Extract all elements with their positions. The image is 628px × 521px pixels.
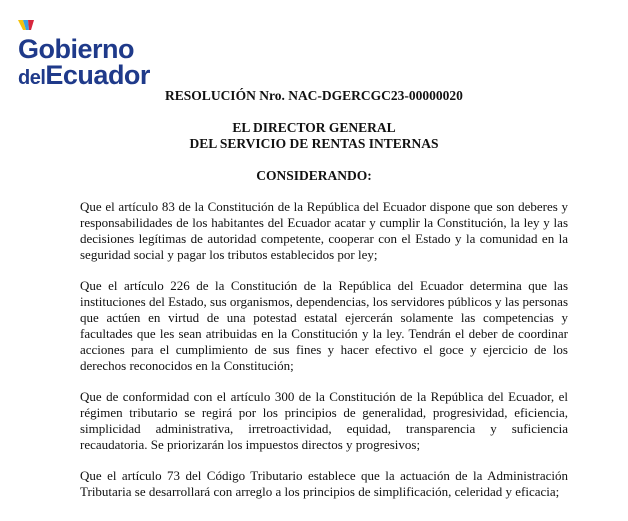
authority-line-2: DEL SERVICIO DE RENTAS INTERNAS <box>189 136 439 151</box>
logo-text-del: del <box>18 67 46 89</box>
authority-line-1: EL DIRECTOR GENERAL <box>232 120 396 135</box>
considering-heading: CONSIDERANDO: <box>256 168 372 183</box>
paragraph-art-83: Que el artículo 83 de la Constitución de la República del Ecuador dispone que son deberes y responsabilidades de los habitantes del Ecuador acatar y cumplir la Constitución, la ley y las decisiones legítimas de autoridad competente, cooperar con el Estado y la comunidad en la seguridad social y pagar los tributos establecidos por ley; <box>80 199 568 262</box>
document-body <box>80 199 568 515</box>
logo-text-gobierno: Gobierno <box>18 34 134 64</box>
paragraph-art-73: Que el artículo 73 del Código Tributario establece que la actuación de la Administración Tributaria se desarrollará con arreglo a los principios de simplificación, celeridad y eficacia; <box>80 468 568 499</box>
logo-text-del-ecuador <box>18 60 150 91</box>
gobierno-logo <box>14 18 154 90</box>
paragraph-art-300: Que de conformidad con el artículo 300 de la Constitución de la República del Ecuador, el régimen tributario se regirá por los principios de generalidad, progresividad, eficiencia, simplicidad administrativa, irretroactividad, equidad, transparencia y suficiencia recaudatoria. Se priorizarán los impuestos directos y progresivos; <box>80 389 568 452</box>
paragraph-art-226: Que el artículo 226 de la Constitución de la República del Ecuador determina que las instituciones del Estado, sus organismos, dependencias, los servidores públicos y las personas que actúen en virtud de una potestad estatal ejercerán solamente las competencias y facultades que les sean atribuidas en la Constitución y la ley. Tendrán el deber de coordinar acciones para el cumplimiento de sus fines y hacer efectivo el goce y ejercicio de los derechos reconocidos en la Constitución; <box>80 278 568 373</box>
logo-text-ecuador: Ecuador <box>45 60 150 90</box>
resolution-title: RESOLUCIÓN Nro. NAC-DGERCGC23-00000020 <box>165 88 463 103</box>
